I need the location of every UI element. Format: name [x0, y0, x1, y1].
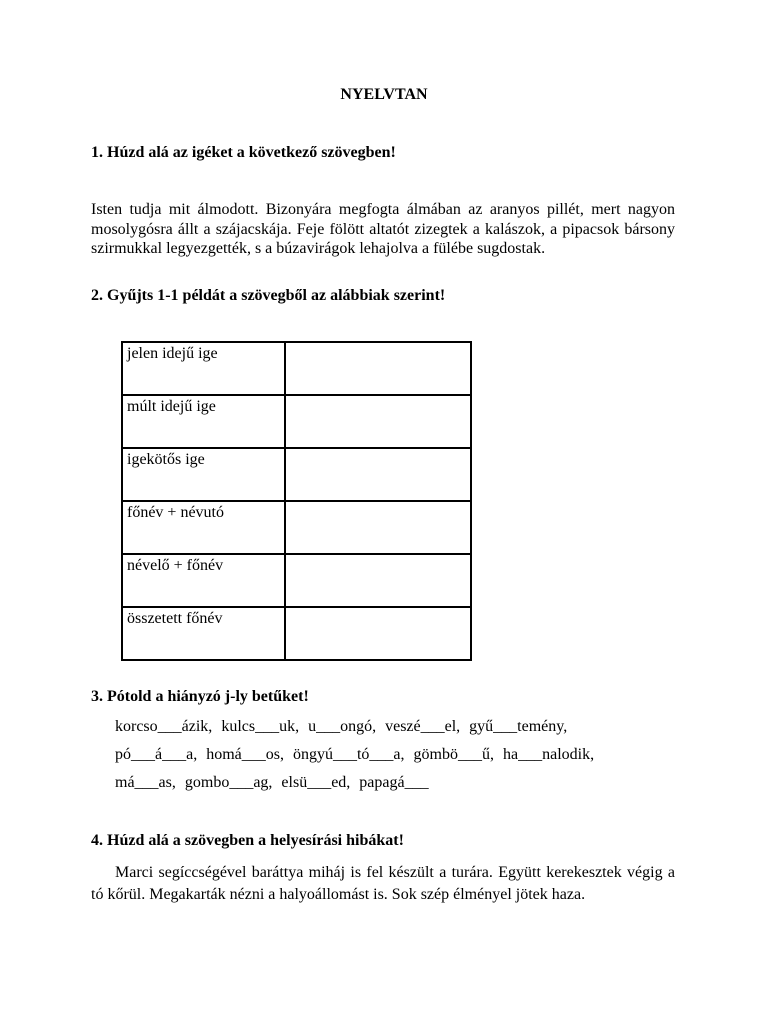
fill-in-word: elsü___ed,: [281, 774, 351, 791]
task-1-paragraph: Isten tudja mit álmodott. Bizonyára megfogta álmában az aranyos pillét, mert nagyon mosolygósra állt a szájacskája. Feje fölött altatót zizegtek a kalászok, a pipacsok bársony szirmukkal legyezgették, s a búzavirágok lehajolva a fülébe sugdostak.: [91, 201, 675, 257]
page-title: NYELVTAN: [340, 86, 428, 103]
fill-line-1: [115, 718, 576, 736]
fill-in-word: homá___os,: [206, 746, 284, 763]
row-label: névelő + főnév: [122, 554, 285, 607]
answer-cell[interactable]: [285, 448, 471, 501]
table-row: [122, 448, 471, 501]
answer-cell[interactable]: [285, 342, 471, 395]
fill-in-word: veszé___el,: [385, 718, 461, 735]
fill-in-word: korcso___ázik,: [115, 718, 213, 735]
table-row: [122, 501, 471, 554]
fill-in-word: öngyú___tó___a,: [292, 746, 405, 763]
row-label: jelen idejű ige: [122, 342, 285, 395]
example-table: [121, 341, 472, 661]
table-row: [122, 342, 471, 395]
table-row: [122, 395, 471, 448]
row-label: igekötős ige: [122, 448, 285, 501]
answer-cell[interactable]: [285, 501, 471, 554]
fill-line-2: [115, 746, 603, 764]
row-label: múlt idejű ige: [122, 395, 285, 448]
answer-cell[interactable]: [285, 607, 471, 660]
table-row: [122, 554, 471, 607]
fill-line-3: [115, 774, 438, 792]
task-1-text: [91, 200, 675, 259]
answer-cell[interactable]: [285, 554, 471, 607]
task-3-heading: 3. Pótold a hiányzó j-ly betűket!: [91, 688, 309, 705]
task-4-paragraph: Marci segíccségével baráttya miháj is fel készült a turára. Együtt kerekesztek végig a tó kőrül. Megakarták nézni a halyoállomást is. Sok szép élményel jötek haza.: [91, 864, 675, 903]
task-4-text: [91, 862, 675, 906]
fill-in-word: kulcs___uk,: [221, 718, 300, 735]
answer-cell[interactable]: [285, 395, 471, 448]
task-2-heading: 2. Gyűjts 1-1 példát a szövegből az alábbiak szerint!: [91, 287, 446, 304]
task-1-heading: 1. Húzd alá az igéket a következő szövegben!: [91, 144, 396, 161]
fill-in-word: gyű___temény,: [469, 718, 568, 735]
task-4-heading: 4. Húzd alá a szövegben a helyesírási hibákat!: [91, 832, 404, 849]
fill-in-word: u___ongó,: [308, 718, 377, 735]
fill-in-word: ha___nalodik,: [502, 746, 595, 763]
fill-in-word: má___as,: [115, 774, 176, 791]
fill-in-word: papagá___: [359, 774, 429, 791]
row-label: főnév + névutó: [122, 501, 285, 554]
fill-in-word: gömbö___ű,: [413, 746, 494, 763]
table-row: [122, 607, 471, 660]
row-label: összetett főnév: [122, 607, 285, 660]
fill-in-word: gombo___ag,: [184, 774, 273, 791]
fill-in-word: pó___á___a,: [115, 746, 198, 763]
